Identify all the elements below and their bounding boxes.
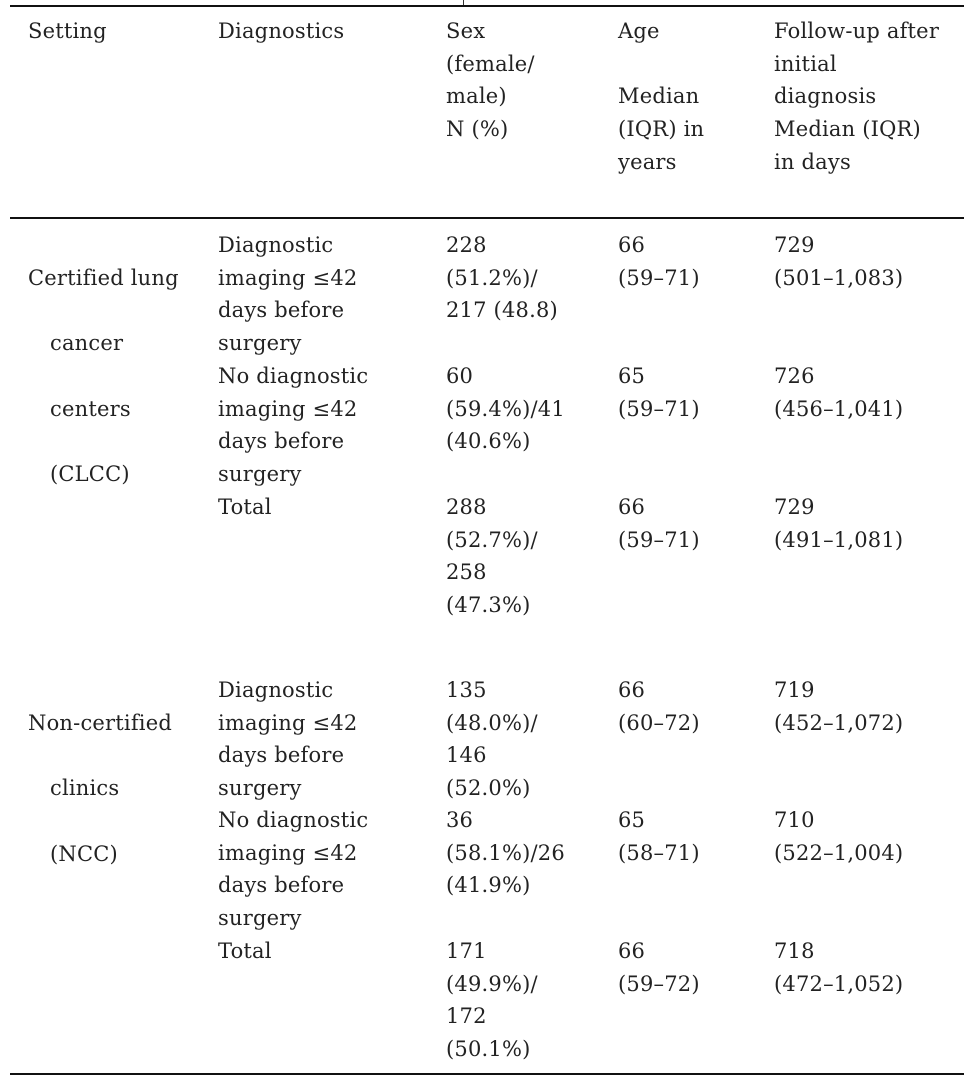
- setting-line: cancer: [50, 331, 124, 356]
- setting-line: (CLCC): [50, 461, 130, 486]
- bottom-rule: [10, 1073, 964, 1075]
- table-cell-age: 66 (59–72): [618, 939, 700, 996]
- table-cell-sex: 288 (52.7%)/ 258 (47.3%): [446, 495, 538, 618]
- table-cell-followup: 729 (501–1,083): [774, 233, 904, 290]
- setting-clcc: [28, 229, 208, 523]
- table-cell-sex: 171 (49.9%)/ 172 (50.1%): [446, 939, 538, 1062]
- table-cell-followup: 729 (491–1,081): [774, 495, 904, 552]
- table-cell-followup: 710 (522–1,004): [774, 808, 904, 865]
- table-cell-age: 66 (59–71): [618, 495, 700, 552]
- header-rule: [10, 217, 964, 219]
- table-cell-age: 65 (58–71): [618, 808, 700, 865]
- setting-line: Certified lung: [28, 265, 179, 290]
- table-cell-followup: 719 (452–1,072): [774, 678, 904, 735]
- header-followup: Follow-up after initial diagnosis Median (IQR) in days: [774, 19, 940, 174]
- table-cell-sex: 36 (58.1%)/26 (41.9%): [446, 808, 565, 898]
- table-cell-age: 66 (59–71): [618, 233, 700, 290]
- table-cell-age: 65 (59–71): [618, 364, 700, 421]
- table-cell-sex: 60 (59.4%)/41 (40.6%): [446, 364, 565, 454]
- table-cell-followup: 726 (456–1,041): [774, 364, 904, 421]
- setting-ncc: [28, 674, 208, 903]
- table-cell-diagnostics: Total: [218, 495, 272, 519]
- table-cell-sex: 135 (48.0%)/ 146 (52.0%): [446, 678, 538, 801]
- header-sex: Sex (female/ male) N (%): [446, 19, 535, 142]
- setting-line: centers: [50, 396, 131, 421]
- header-age: Age Median (IQR) in years: [618, 19, 705, 174]
- top-rule: [10, 5, 964, 7]
- data-table: [10, 0, 964, 1078]
- header-diagnostics: Diagnostics: [218, 19, 345, 43]
- setting-line: Non-certified: [28, 710, 172, 735]
- table-cell-age: 66 (60–72): [618, 678, 700, 735]
- table-cell-diagnostics: Diagnostic imaging ≤42 days before surgery: [218, 678, 358, 801]
- table-cell-diagnostics: Diagnostic imaging ≤42 days before surgery: [218, 233, 358, 356]
- table-cell-diagnostics: Total: [218, 939, 272, 963]
- table-cell-diagnostics: No diagnostic imaging ≤42 days before surgery: [218, 364, 369, 487]
- setting-line: (NCC): [50, 841, 118, 866]
- setting-line: clinics: [50, 776, 120, 801]
- table-cell-followup: 718 (472–1,052): [774, 939, 904, 996]
- table-cell-diagnostics: No diagnostic imaging ≤42 days before surgery: [218, 808, 369, 931]
- table-cell-sex: 228 (51.2%)/ 217 (48.8): [446, 233, 558, 323]
- header-setting: Setting: [28, 19, 107, 43]
